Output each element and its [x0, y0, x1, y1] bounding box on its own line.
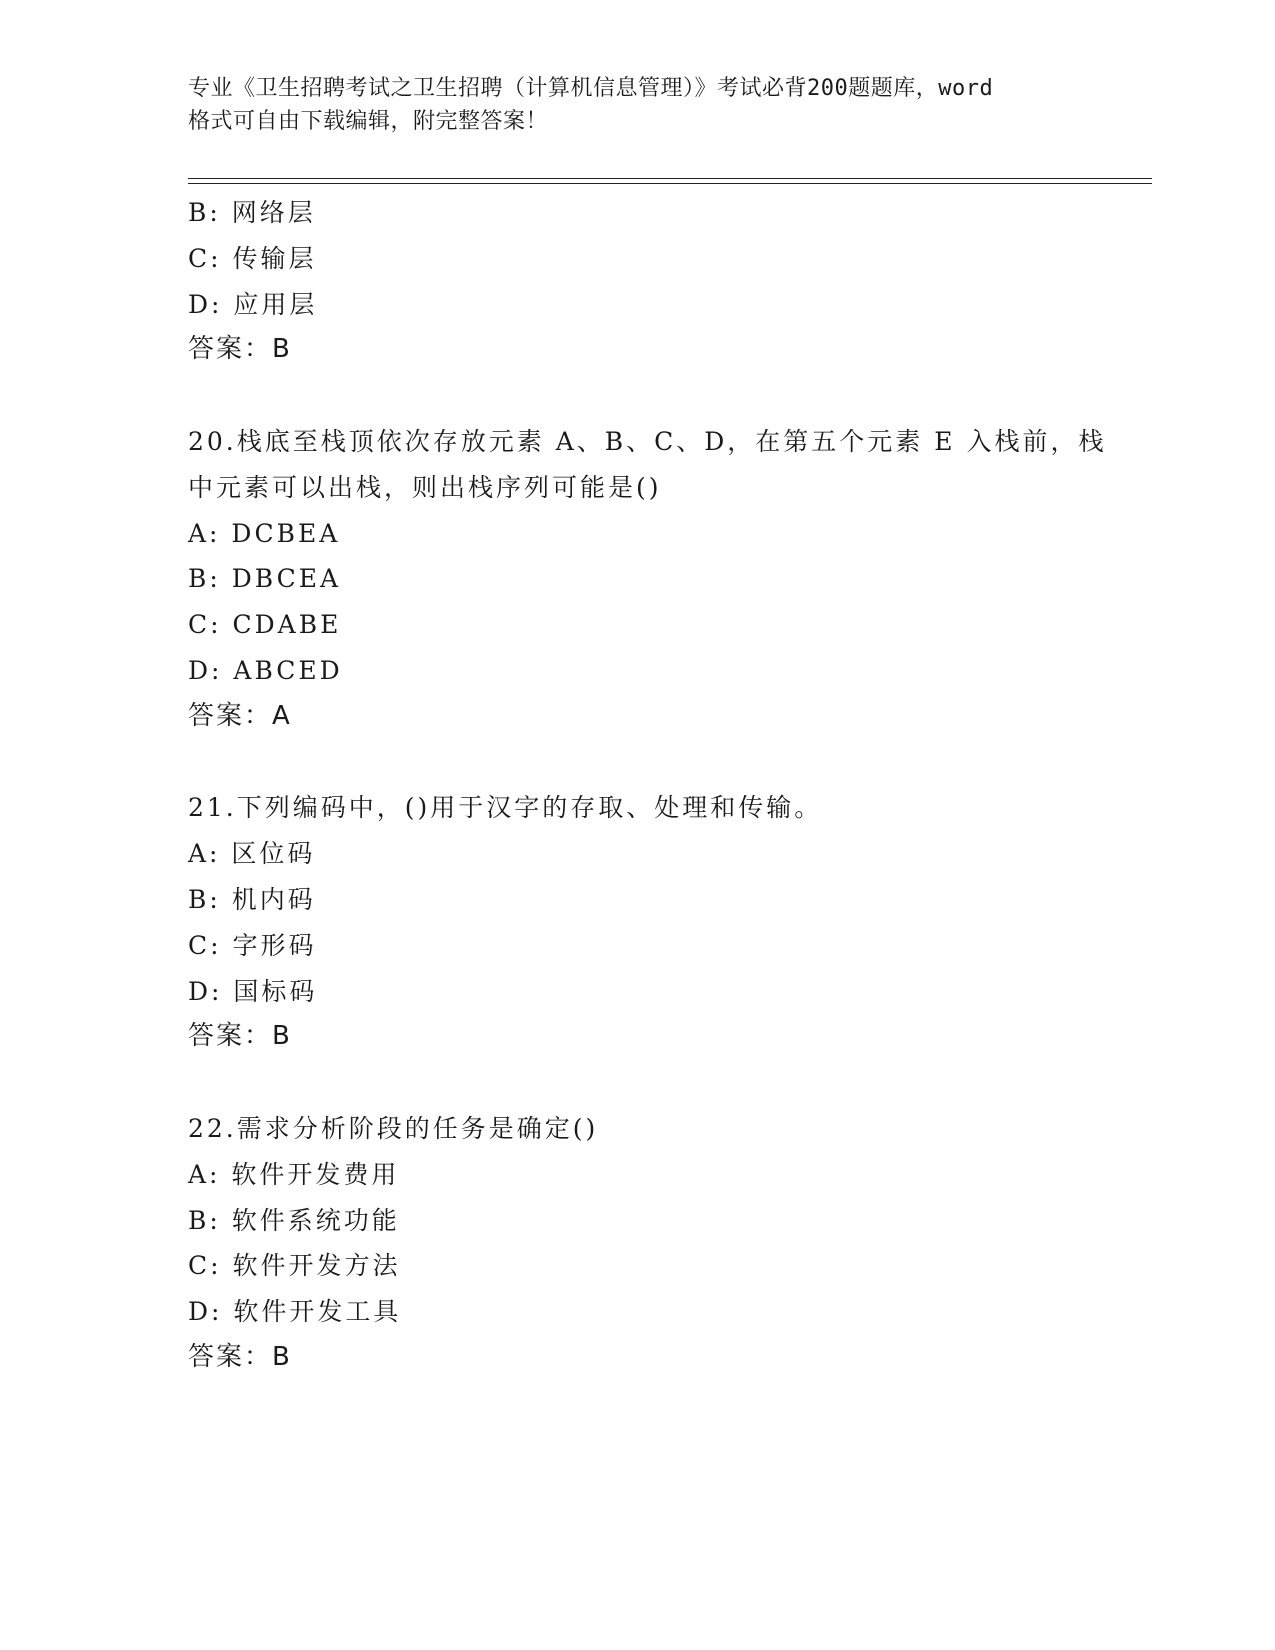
option-b: B: DBCEA: [188, 564, 342, 594]
question-list: [188, 190, 1107, 1381]
header-divider-bottom: [188, 183, 1152, 184]
option-b: B: 机内码: [188, 884, 316, 914]
question-stem: 20.栈底至栈顶依次存放元素 A、B、C、D，在第五个元素 E 入栈前，栈: [188, 426, 1107, 456]
question-21: [188, 785, 1088, 1060]
option-c: C: 传输层: [188, 243, 317, 273]
option-a: A: DCBEA: [188, 518, 341, 548]
option-d: D: 软件开发工具: [188, 1297, 402, 1327]
option-b: B: 网络层: [188, 198, 316, 227]
question-20: [188, 419, 1107, 740]
answer: 答案：A: [188, 700, 292, 731]
option-b: B: 软件系统功能: [188, 1205, 400, 1235]
option-d: D: 国标码: [188, 976, 318, 1006]
option-a: A: 区位码: [188, 839, 316, 869]
answer: 答案：B: [188, 1341, 292, 1372]
previous-question-tail: [188, 190, 1088, 373]
option-a: A: 软件开发费用: [188, 1159, 400, 1189]
question-stem: 21.下列编码中，()用于汉字的存取、处理和传输。: [188, 793, 823, 823]
question-stem: 22.需求分析阶段的任务是确定(): [188, 1113, 599, 1143]
option-c: C: CDABE: [188, 610, 342, 640]
option-d: D: ABCED: [188, 655, 343, 685]
option-d: D: 应用层: [188, 289, 318, 319]
question-stem: 中元素可以出栈，则出栈序列可能是(): [188, 472, 662, 502]
question-22: [188, 1106, 1088, 1381]
option-c: C: 软件开发方法: [188, 1251, 401, 1281]
answer: 答案：B: [188, 1021, 292, 1052]
option-c: C: 字形码: [188, 930, 317, 960]
header-divider-top: [188, 178, 1152, 179]
document-header: 专业《卫生招聘考试之卫生招聘（计算机信息管理）》考试必背200题题库，word 格式可自由下载编辑，附完整答案！: [188, 76, 994, 134]
answer: 答案：B: [188, 334, 292, 365]
